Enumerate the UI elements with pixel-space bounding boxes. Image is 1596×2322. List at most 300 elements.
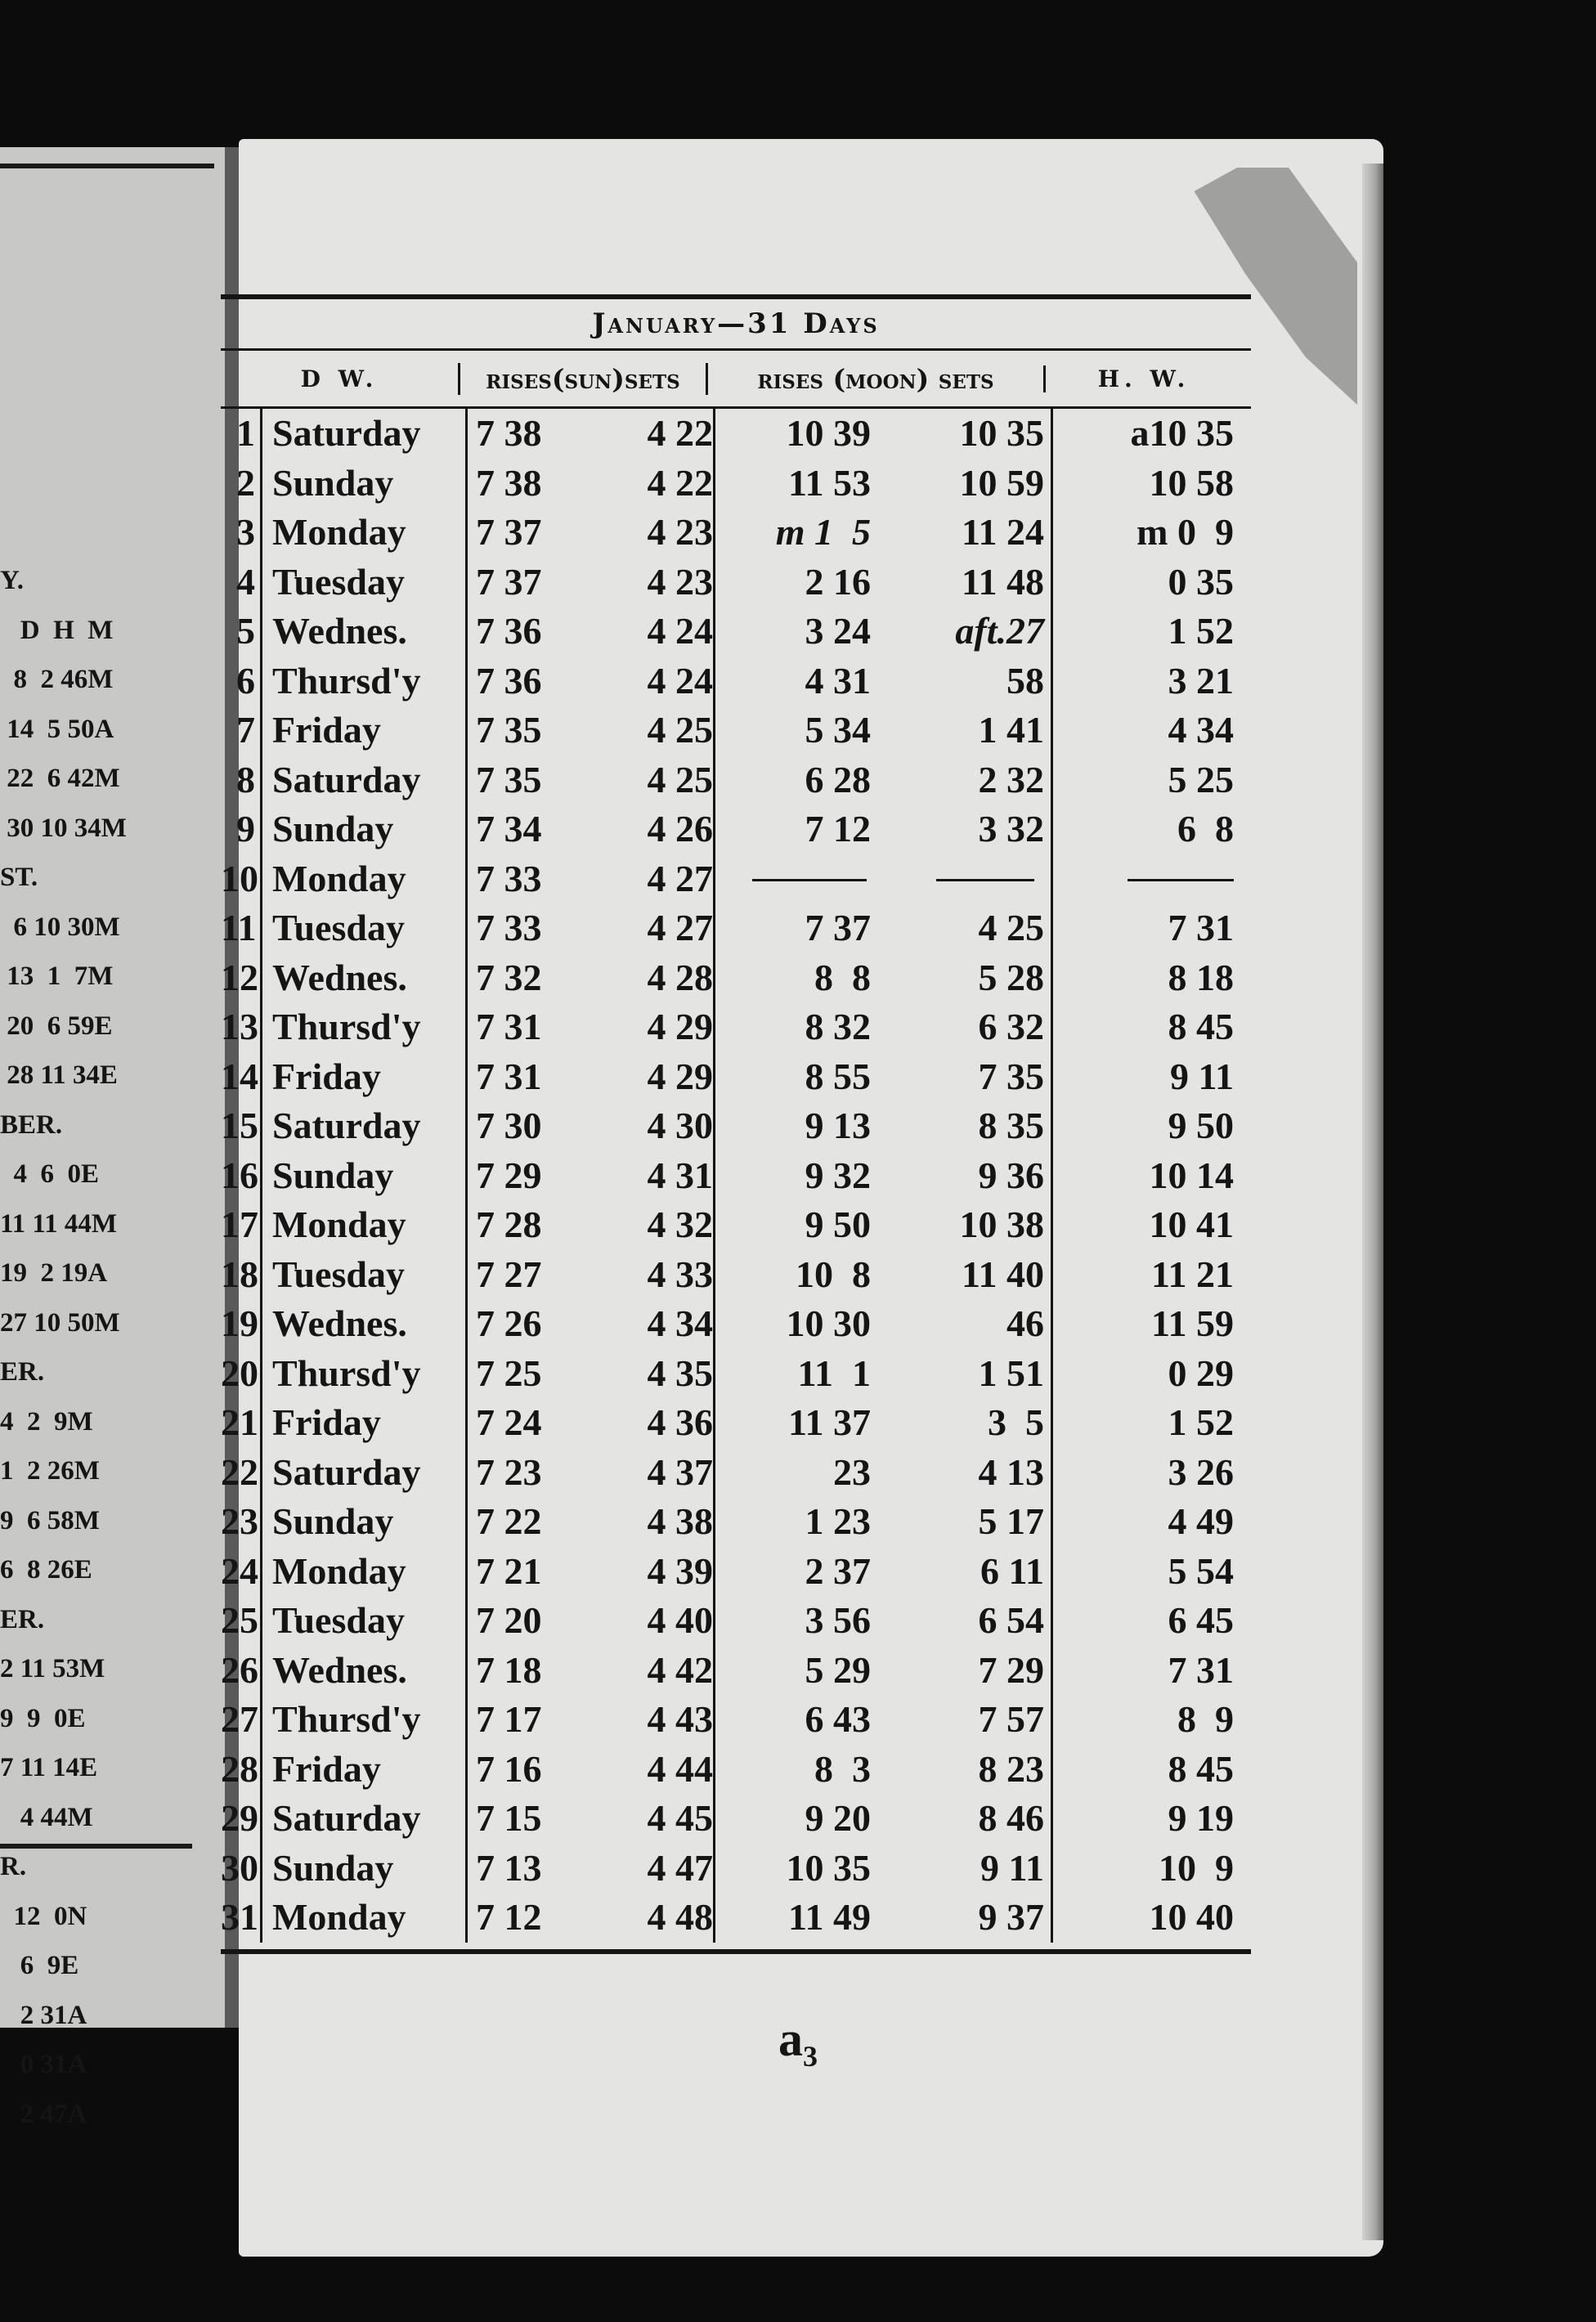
table-row	[221, 1893, 1251, 1943]
weekday: Monday	[272, 1896, 406, 1938]
previous-page-top-rule	[0, 164, 214, 168]
high-water: a10 35	[1051, 409, 1247, 459]
day-number: 23	[221, 1497, 262, 1547]
sun-rise: 7 30	[476, 1105, 542, 1146]
high-water: 1 52	[1051, 607, 1247, 657]
signature-number: 3	[803, 2040, 818, 2073]
high-water: 5 25	[1051, 755, 1247, 805]
sun-cell	[465, 903, 713, 953]
sun-set: 4 24	[647, 610, 713, 652]
high-water: 11 21	[1051, 1250, 1247, 1300]
sun-cell	[465, 409, 713, 459]
day-number: 25	[221, 1596, 262, 1646]
table-row	[221, 1052, 1251, 1102]
moon-set: 5 17	[978, 1500, 1044, 1542]
sun-set: 4 23	[647, 560, 713, 603]
weekday: Sunday	[272, 1500, 394, 1542]
moon-rise: 10 8	[796, 1253, 871, 1295]
moon-rise: 7 12	[805, 808, 871, 849]
sun-rise: 7 22	[476, 1500, 542, 1542]
previous-page-line: 2 31A	[0, 2000, 87, 2030]
previous-page-line: 2 11 53M	[0, 1654, 105, 1683]
moon-rise: 3 56	[805, 1599, 871, 1641]
sun-cell	[465, 657, 713, 706]
sun-set: 4 36	[647, 1401, 713, 1443]
sun-cell	[465, 607, 713, 657]
previous-page-line: 13 1 7M	[0, 962, 114, 991]
moon-rise: m 1 5	[775, 511, 871, 553]
high-water: 0 29	[1051, 1349, 1247, 1399]
table-row	[221, 1398, 1251, 1448]
table-row	[221, 1596, 1251, 1646]
day-number: 4	[221, 558, 262, 607]
weekday: Wednes.	[272, 1648, 407, 1691]
moon-rise: 10 39	[786, 412, 871, 454]
moon-set: 6 11	[980, 1549, 1044, 1592]
high-water-separator	[1128, 879, 1234, 881]
sun-cell	[465, 1497, 713, 1547]
previous-page-line: 28 11 34E	[0, 1060, 118, 1090]
moon-rise: 11 1	[797, 1352, 871, 1394]
day-number: 9	[221, 805, 262, 854]
previous-page-line: 12 0N	[0, 1901, 87, 1931]
moon-cell	[713, 1151, 1051, 1201]
header-sun: rises(sun)sets	[458, 363, 706, 395]
moon-set: 7 29	[978, 1648, 1044, 1691]
high-water: 8 9	[1051, 1695, 1247, 1745]
day-number: 24	[221, 1547, 262, 1597]
previous-page-line: 27 10 50M	[0, 1307, 120, 1338]
header-moon: rises (moon) sets	[706, 363, 1043, 395]
moon-rise: 5 34	[805, 709, 871, 751]
sun-rise: 7 23	[476, 1450, 542, 1493]
moon-set: 11 24	[962, 511, 1044, 553]
moon-rise: 11 37	[788, 1401, 871, 1443]
moon-set: 10 38	[959, 1204, 1044, 1245]
moon-cell	[713, 1200, 1051, 1250]
moon-set: 8 46	[978, 1797, 1044, 1839]
previous-page-line: R.	[0, 1852, 27, 1881]
high-water: 6 8	[1051, 805, 1247, 854]
day-number: 7	[221, 706, 262, 755]
sun-cell	[465, 706, 713, 755]
moon-rise: 9 20	[805, 1797, 871, 1839]
moon-cell	[713, 1794, 1051, 1844]
weekday: Thursd'y	[272, 659, 421, 702]
moon-rise: 4 31	[805, 659, 871, 702]
moon-set: 6 54	[978, 1599, 1044, 1641]
weekday: Sunday	[272, 1846, 394, 1889]
high-water: 3 21	[1051, 657, 1247, 706]
weekday: Sunday	[272, 808, 394, 849]
moon-set: 2 32	[978, 758, 1044, 800]
weekday: Saturday	[272, 1797, 421, 1839]
weekday: Monday	[272, 1204, 406, 1245]
table-row	[221, 1448, 1251, 1498]
day-number: 22	[221, 1448, 262, 1498]
day-number: 29	[221, 1794, 262, 1844]
sun-set: 4 30	[647, 1105, 713, 1146]
moon-cell	[713, 409, 1051, 459]
sun-set: 4 43	[647, 1698, 713, 1740]
sun-rise: 7 38	[476, 461, 542, 504]
moon-set: 9 11	[980, 1846, 1044, 1889]
sun-set: 4 22	[647, 461, 713, 504]
sun-set: 4 29	[647, 1055, 713, 1097]
weekday: Thursd'y	[272, 1352, 421, 1394]
sun-cell	[465, 1893, 713, 1943]
moon-set: 5 28	[978, 956, 1044, 998]
sun-rise: 7 15	[476, 1797, 542, 1839]
sun-set: 4 40	[647, 1599, 713, 1641]
table-row	[221, 706, 1251, 755]
moon-rise: 9 32	[805, 1154, 871, 1196]
sun-cell	[465, 1101, 713, 1151]
sun-set: 4 25	[647, 758, 713, 800]
previous-page-line: 30 10 34M	[0, 813, 127, 843]
sun-set: 4 47	[647, 1846, 713, 1889]
sun-cell	[465, 1052, 713, 1102]
sun-cell	[465, 1794, 713, 1844]
day-number: 21	[221, 1398, 262, 1448]
weekday: Friday	[272, 1747, 381, 1790]
signature-letter: a	[778, 2012, 803, 2066]
sun-cell	[465, 1398, 713, 1448]
weekday: Monday	[272, 511, 406, 553]
moon-set: 11 48	[962, 560, 1044, 603]
moon-rise: 9 13	[805, 1105, 871, 1146]
sun-rise: 7 17	[476, 1698, 542, 1740]
moon-cell	[713, 953, 1051, 1003]
sun-cell	[465, 1745, 713, 1795]
day-number: 31	[221, 1893, 262, 1943]
high-water: 8 45	[1051, 1002, 1247, 1052]
sun-rise: 7 35	[476, 709, 542, 751]
moon-cell	[713, 1596, 1051, 1646]
moon-set-separator	[936, 879, 1034, 904]
moon-rise: 8 55	[805, 1055, 871, 1097]
high-water: 10 58	[1051, 459, 1247, 509]
high-water: 5 54	[1051, 1547, 1247, 1597]
high-water: 11 59	[1051, 1299, 1247, 1349]
moon-rise: 23	[833, 1450, 871, 1493]
table-row	[221, 805, 1251, 854]
table-row	[221, 1200, 1251, 1250]
previous-page-line: ST.	[0, 863, 38, 892]
moon-rise: 2 37	[805, 1549, 871, 1592]
previous-page-line: 7 11 14E	[0, 1753, 98, 1782]
moon-set: 11 40	[962, 1253, 1044, 1295]
high-water: 4 34	[1051, 706, 1247, 755]
table-row	[221, 607, 1251, 657]
sun-rise: 7 31	[476, 1006, 542, 1047]
sun-set: 4 24	[647, 659, 713, 702]
sun-cell	[465, 1448, 713, 1498]
moon-cell	[713, 1745, 1051, 1795]
sun-set: 4 22	[647, 412, 713, 454]
sun-rise: 7 37	[476, 511, 542, 553]
sun-rise: 7 38	[476, 412, 542, 454]
sun-cell	[465, 508, 713, 558]
moon-cell	[713, 1299, 1051, 1349]
sun-set: 4 26	[647, 808, 713, 849]
table-title: January—31 Days	[221, 294, 1251, 348]
high-water: 8 45	[1051, 1745, 1247, 1795]
header-high-water: H. W.	[1043, 365, 1242, 392]
sun-set: 4 42	[647, 1648, 713, 1691]
table-row	[221, 657, 1251, 706]
previous-page-line: Y.	[0, 566, 25, 595]
moon-cell	[713, 459, 1051, 509]
moon-rise: 10 35	[786, 1846, 871, 1889]
sun-set: 4 23	[647, 511, 713, 553]
day-number: 18	[221, 1250, 262, 1300]
sun-set: 4 31	[647, 1154, 713, 1196]
previous-page-line: 19 2 19A	[0, 1258, 108, 1288]
sun-cell	[465, 1646, 713, 1696]
weekday: Saturday	[272, 758, 421, 800]
previous-page-line: 4 2 9M	[0, 1406, 93, 1437]
day-number: 30	[221, 1844, 262, 1894]
sun-rise: 7 13	[476, 1846, 542, 1889]
day-number: 13	[221, 1002, 262, 1052]
sun-set: 4 27	[647, 857, 713, 899]
sun-rise: 7 37	[476, 560, 542, 603]
weekday: Tuesday	[272, 560, 405, 603]
moon-set: aft.27	[955, 610, 1044, 652]
moon-rise: 3 24	[805, 610, 871, 652]
sun-set: 4 44	[647, 1747, 713, 1790]
high-water: 6 45	[1051, 1596, 1247, 1646]
sun-cell	[465, 1250, 713, 1300]
sun-rise: 7 18	[476, 1648, 542, 1691]
moon-cell	[713, 1250, 1051, 1300]
header-day-week: D W.	[300, 365, 379, 392]
table-row	[221, 1646, 1251, 1696]
moon-rise: 6 43	[805, 1698, 871, 1740]
sun-cell	[465, 1151, 713, 1201]
moon-cell	[713, 755, 1051, 805]
weekday: Sunday	[272, 1154, 394, 1196]
previous-page-line: 6 10 30M	[0, 912, 120, 942]
sun-set: 4 39	[647, 1549, 713, 1592]
previous-page-line: 0 31A	[0, 2050, 87, 2079]
sun-cell	[465, 1695, 713, 1745]
table-row	[221, 1002, 1251, 1052]
moon-rise: 8 3	[814, 1747, 871, 1790]
moon-cell	[713, 805, 1051, 854]
sun-set: 4 35	[647, 1352, 713, 1394]
table-body	[221, 409, 1251, 1954]
day-number: 28	[221, 1745, 262, 1795]
moon-rise: 7 37	[805, 907, 871, 948]
sun-rise: 7 21	[476, 1549, 542, 1592]
weekday: Monday	[272, 1549, 406, 1592]
table-row	[221, 1745, 1251, 1795]
day-number: 27	[221, 1695, 262, 1745]
weekday: Monday	[272, 857, 406, 899]
weekday: Wednes.	[272, 1302, 407, 1344]
sun-set: 4 33	[647, 1253, 713, 1295]
previous-page-line: 14 5 50A	[0, 714, 114, 744]
table-row	[221, 903, 1251, 953]
sun-set: 4 45	[647, 1797, 713, 1839]
sun-rise: 7 29	[476, 1154, 542, 1196]
sun-rise: 7 27	[476, 1253, 542, 1295]
sun-set: 4 34	[647, 1302, 713, 1344]
moon-cell	[713, 706, 1051, 755]
day-number: 6	[221, 657, 262, 706]
previous-page-line: BER.	[0, 1109, 63, 1140]
high-water: 10 40	[1051, 1893, 1247, 1943]
high-water: 7 31	[1051, 1646, 1247, 1696]
previous-page-line: 4 44M	[0, 1802, 93, 1832]
sun-set: 4 38	[647, 1500, 713, 1542]
previous-page-line: D H M	[0, 615, 114, 645]
sun-cell	[465, 1547, 713, 1597]
sun-cell	[465, 1299, 713, 1349]
high-water: 9 50	[1051, 1101, 1247, 1151]
sun-rise: 7 36	[476, 610, 542, 652]
previous-page-line: 6 9E	[0, 1951, 79, 1980]
sun-rise: 7 12	[476, 1896, 542, 1938]
moon-set: 8 23	[978, 1747, 1044, 1790]
high-water: 4 49	[1051, 1497, 1247, 1547]
high-water: 1 52	[1051, 1398, 1247, 1448]
table-row	[221, 1547, 1251, 1597]
sun-set: 4 25	[647, 709, 713, 751]
weekday: Thursd'y	[272, 1006, 421, 1047]
weekday: Friday	[272, 1401, 381, 1443]
moon-rise: 5 29	[805, 1648, 871, 1691]
sun-rise: 7 36	[476, 659, 542, 702]
table-row	[221, 1250, 1251, 1300]
day-number: 20	[221, 1349, 262, 1399]
high-water: 0 35	[1051, 558, 1247, 607]
sun-rise: 7 34	[476, 808, 542, 849]
sun-rise: 7 35	[476, 758, 542, 800]
previous-page-line: 2 47A	[0, 2099, 87, 2129]
day-number: 5	[221, 607, 262, 657]
high-water: 7 31	[1051, 903, 1247, 953]
moon-rise: 6 28	[805, 758, 871, 800]
moon-cell	[713, 903, 1051, 953]
weekday: Tuesday	[272, 1253, 405, 1295]
page-edge	[1362, 164, 1383, 2240]
table-header	[221, 348, 1251, 409]
high-water: 9 11	[1051, 1052, 1247, 1102]
day-number: 11	[221, 903, 262, 953]
moon-cell	[713, 1052, 1051, 1102]
moon-rise: 8 8	[814, 956, 871, 998]
table-row	[221, 1151, 1251, 1201]
moon-cell	[713, 558, 1051, 607]
sun-cell	[465, 558, 713, 607]
moon-set: 46	[1006, 1302, 1044, 1344]
table-row	[221, 1794, 1251, 1844]
moon-rise-separator	[752, 879, 867, 904]
sun-rise: 7 26	[476, 1302, 542, 1344]
almanac-table	[221, 294, 1251, 1954]
moon-set: 6 32	[978, 1006, 1044, 1047]
high-water: 10 9	[1051, 1844, 1247, 1894]
moon-set: 3 32	[978, 808, 1044, 849]
moon-cell	[713, 1448, 1051, 1498]
moon-set: 9 37	[978, 1896, 1044, 1938]
previous-page-line: 9 6 58M	[0, 1505, 100, 1535]
moon-cell	[713, 1101, 1051, 1151]
table-row	[221, 953, 1251, 1003]
table-row	[221, 1349, 1251, 1399]
sun-rise: 7 31	[476, 1055, 542, 1097]
high-water: 8 18	[1051, 953, 1247, 1003]
moon-set: 7 35	[978, 1055, 1044, 1097]
previous-page-line: 20 6 59E	[0, 1011, 113, 1041]
moon-set: 9 36	[978, 1154, 1044, 1196]
day-number: 8	[221, 755, 262, 805]
previous-page-text	[0, 556, 214, 2139]
previous-page-line: 9 9 0E	[0, 1703, 86, 1733]
moon-rise: 9 50	[805, 1204, 871, 1245]
previous-page-line: 22 6 42M	[0, 764, 120, 793]
sun-cell	[465, 805, 713, 854]
sun-set: 4 27	[647, 907, 713, 948]
sun-cell	[465, 459, 713, 509]
table-row	[221, 558, 1251, 607]
day-number: 17	[221, 1200, 262, 1250]
sun-cell	[465, 1200, 713, 1250]
high-water: 10 41	[1051, 1200, 1247, 1250]
moon-rise: 1 23	[805, 1500, 871, 1542]
moon-rise: 11 53	[788, 461, 871, 504]
weekday: Tuesday	[272, 1599, 405, 1641]
sun-rise: 7 33	[476, 857, 542, 899]
table-row	[221, 508, 1251, 558]
high-water: m 0 9	[1051, 508, 1247, 558]
table-row	[221, 1844, 1251, 1894]
moon-set: 1 41	[978, 709, 1044, 751]
moon-set: 4 13	[978, 1450, 1044, 1493]
moon-set: 3 5	[988, 1401, 1044, 1443]
weekday: Friday	[272, 709, 381, 751]
weekday: Wednes.	[272, 610, 407, 652]
moon-cell	[713, 1646, 1051, 1696]
previous-page-line: ER.	[0, 1604, 45, 1634]
weekday: Friday	[272, 1055, 381, 1097]
sun-set: 4 37	[647, 1450, 713, 1493]
moon-rise: 11 49	[788, 1896, 871, 1938]
moon-set: 7 57	[978, 1698, 1044, 1740]
previous-page-line: 6 8 26E	[0, 1555, 92, 1585]
sun-rise: 7 28	[476, 1204, 542, 1245]
moon-cell	[713, 1893, 1051, 1943]
sun-rise: 7 32	[476, 956, 542, 998]
moon-set: 10 35	[959, 412, 1044, 454]
sun-rise: 7 33	[476, 907, 542, 948]
moon-set: 8 35	[978, 1105, 1044, 1146]
moon-rise: 2 16	[805, 560, 871, 603]
sun-cell	[465, 953, 713, 1003]
sun-rise: 7 16	[476, 1747, 542, 1790]
sun-cell	[465, 1596, 713, 1646]
sun-cell	[465, 755, 713, 805]
moon-set: 58	[1006, 659, 1044, 702]
sun-set: 4 32	[647, 1204, 713, 1245]
moon-set: 10 59	[959, 461, 1044, 504]
weekday: Wednes.	[272, 956, 407, 998]
weekday: Saturday	[272, 412, 421, 454]
moon-cell	[713, 607, 1051, 657]
